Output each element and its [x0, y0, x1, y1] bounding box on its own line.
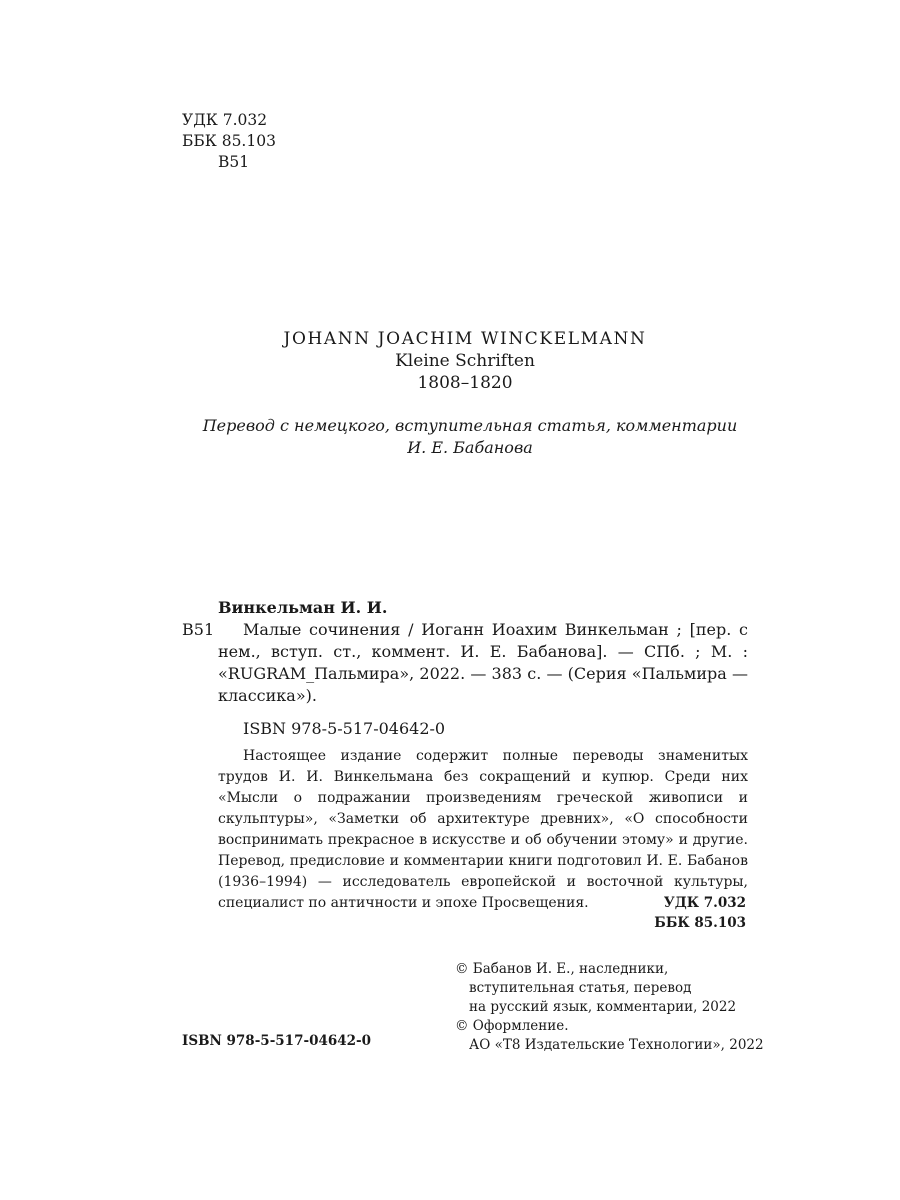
- catalog-isbn: ISBN 978-5-517-04642-0: [243, 719, 446, 738]
- classification-block: [182, 110, 276, 173]
- copyright-line-3: на русский язык, комментарии, 2022: [469, 999, 737, 1015]
- catalog-codes: [550, 893, 746, 933]
- original-author: JOHANN JOACHIM WINCKELMANN: [283, 329, 647, 349]
- translation-credit: [0, 415, 900, 459]
- original-title-block: [0, 328, 900, 394]
- copyright-line-2: вступительная статья, перевод: [469, 980, 692, 996]
- copyright-line-5: АО «Т8 Издательские Технологии», 2022: [469, 1037, 764, 1053]
- bbk-code: ББК 85.103: [182, 132, 276, 150]
- catalog-record: [218, 597, 748, 740]
- author-sign: В51: [218, 153, 250, 171]
- udk-code: УДК 7.032: [182, 111, 268, 129]
- translation-line-1: Перевод с немецкого, вступительная статья, комментарии: [202, 416, 738, 435]
- catalog-entry: Малые сочинения / Иоганн Иоахим Винкельман ; [пер. с нем., вступ. ст., коммент. И. Е. Бабанова]. — СПб. ; М. : «RUGRAM_Пальмира», 2022. — 383 с. — (Серия «Пальмира — классика»).: [218, 620, 748, 705]
- copyright-line-4: © Оформление.: [455, 1018, 569, 1034]
- translation-line-2: И. Е. Бабанова: [407, 438, 533, 457]
- original-title: Kleine Schriften: [395, 351, 535, 371]
- bottom-isbn: ISBN 978-5-517-04642-0: [182, 1033, 372, 1049]
- copyright-block: [455, 960, 764, 1055]
- original-years: 1808–1820: [417, 373, 513, 393]
- catalog-heading: Винкельман И. И.: [218, 598, 388, 617]
- catalog-udk: УДК 7.032: [663, 895, 746, 911]
- catalog-bbk: ББК 85.103: [654, 915, 746, 931]
- copyright-line-1: © Бабанов И. Е., наследники,: [455, 961, 669, 977]
- annotation: Настоящее издание содержит полные переводы знаменитых трудов И. И. Винкельмана без сокращений и купюр. Среди них «Мысли о подражании произведениям греческой живописи и скульптуры», «Заметки об архитектуре древних», «О способности воспринимать прекрасное в искусстве и об обучении этому» и другие. Перевод, предисловие и комментарии книги подготовил И. Е. Бабанов (1936–1994) — исследователь европейской и восточной культуры, специалист по античности и эпохе Просвещения.: [218, 748, 748, 911]
- catalog-sign: В51: [182, 620, 215, 639]
